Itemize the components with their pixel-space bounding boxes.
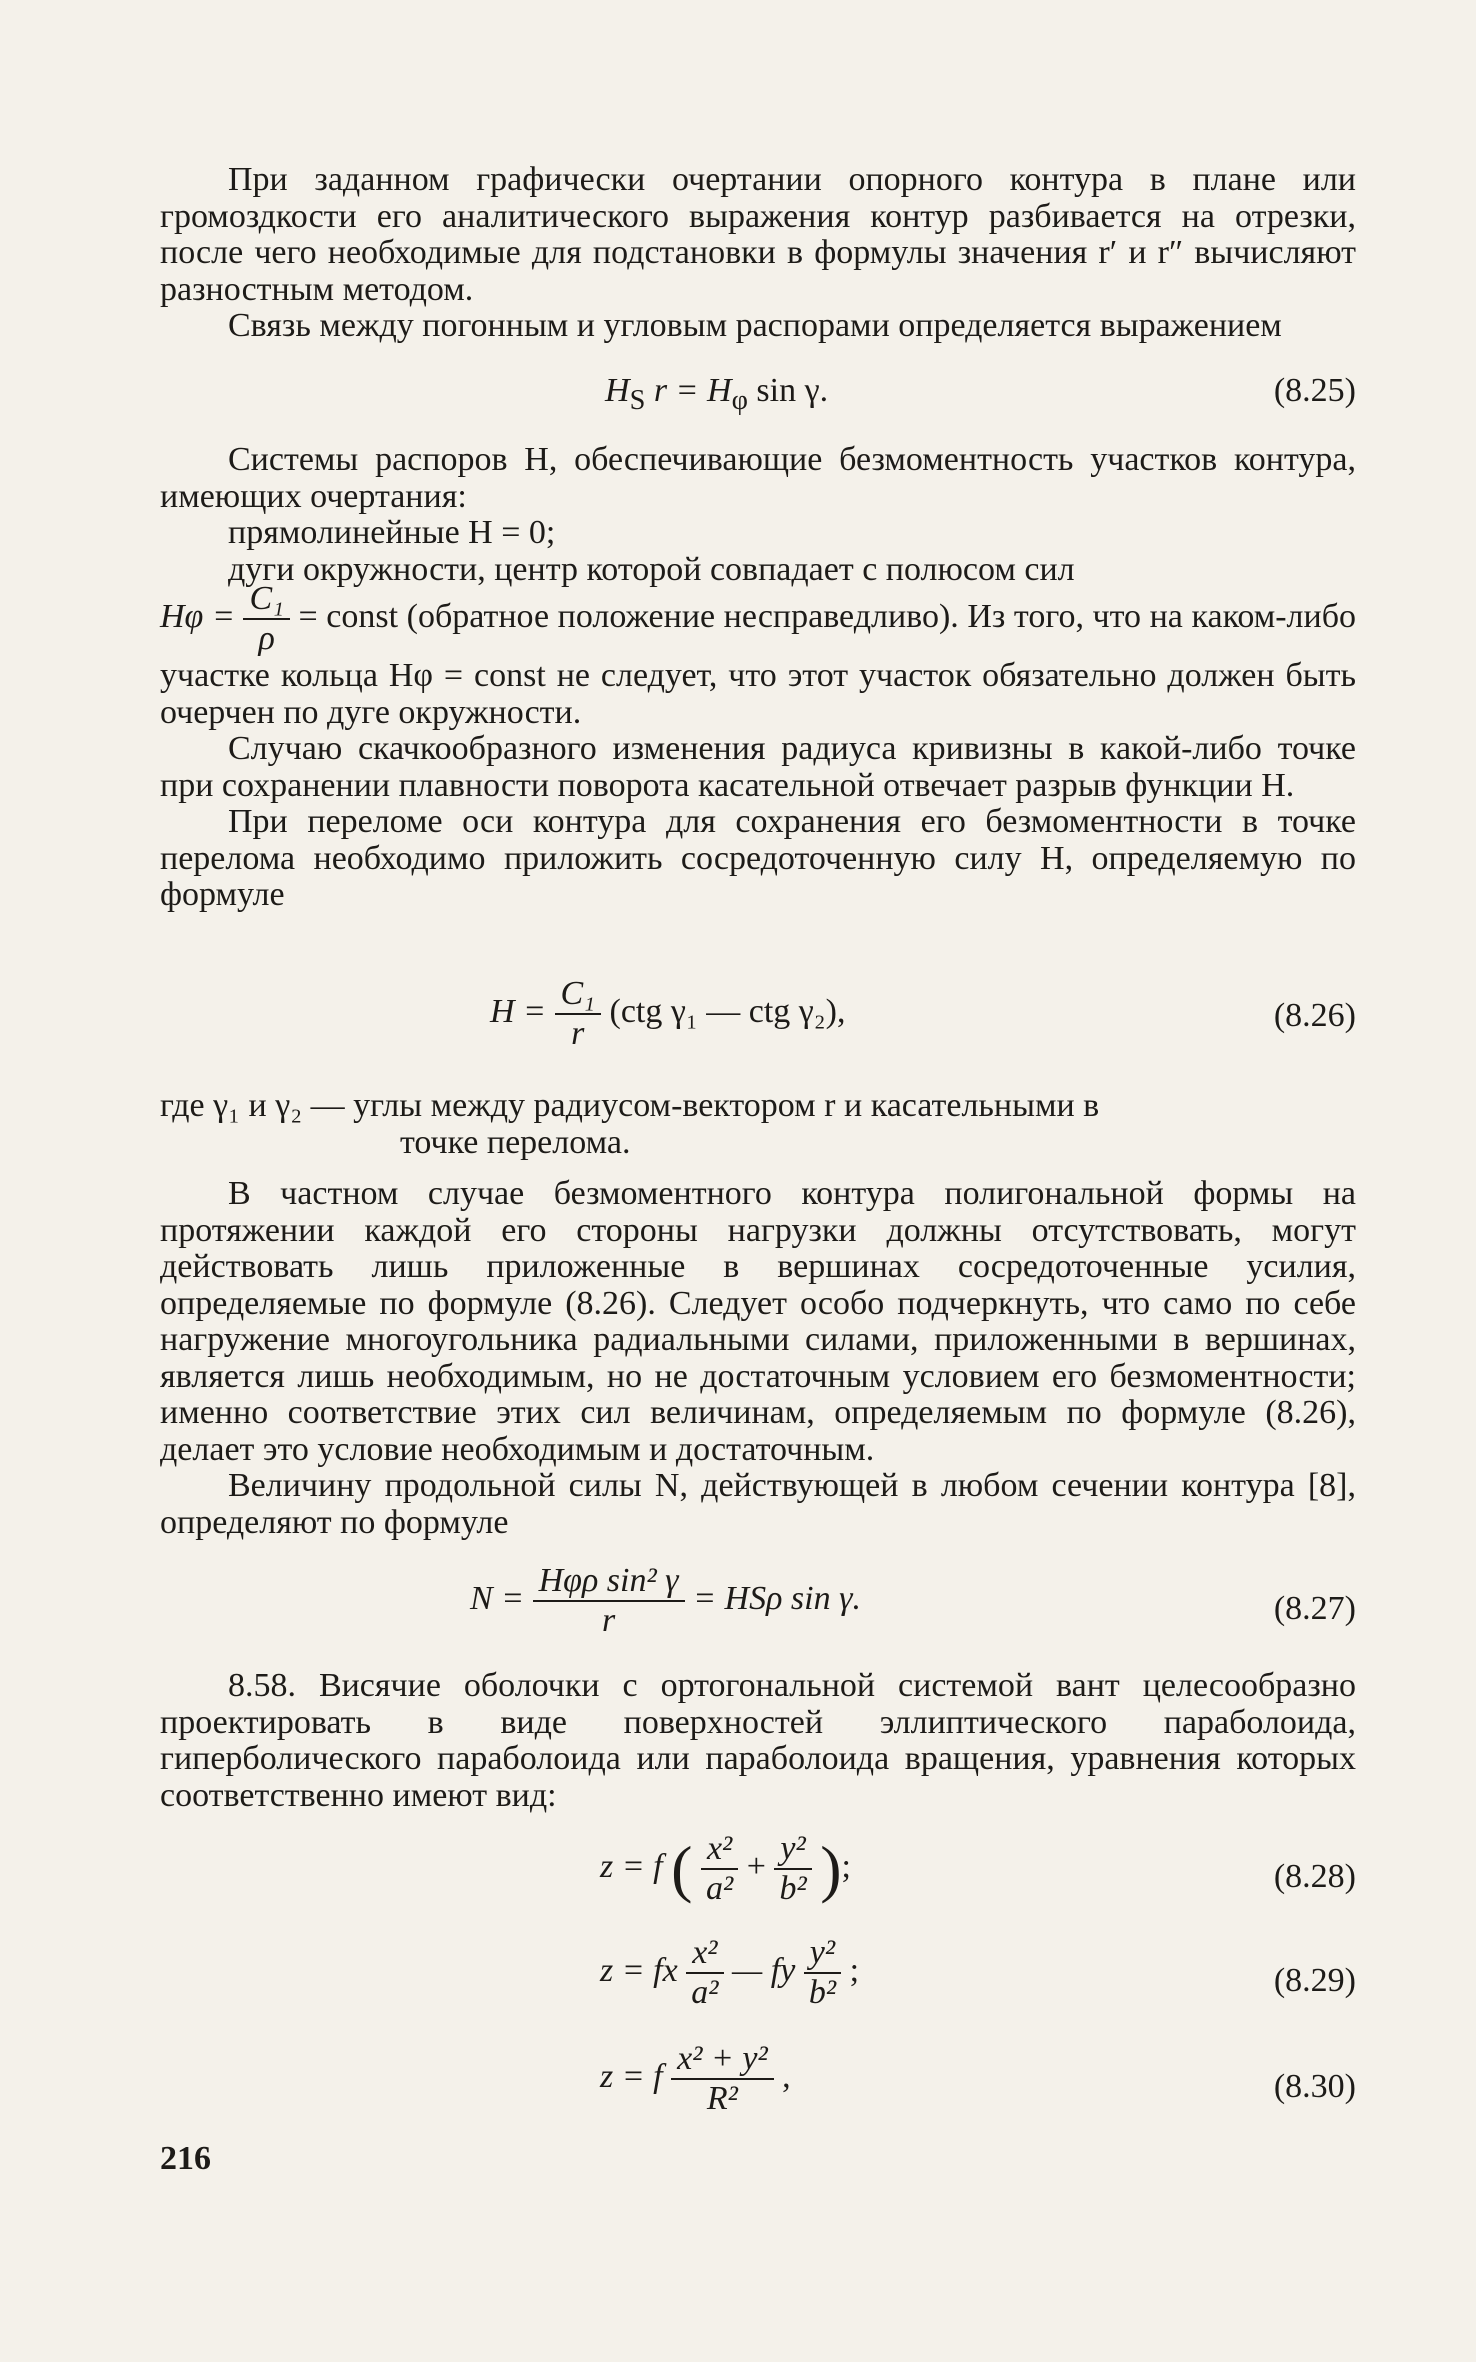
equation-8-29 bbox=[160, 1934, 1356, 2024]
page-number: 216 bbox=[160, 2140, 211, 2177]
eq-8-25-sub-phi: φ bbox=[731, 384, 748, 416]
equation-number-8-28: (8.28) bbox=[1273, 1858, 1356, 1895]
paragraph-6: Случаю скачкообразного изменения радиуса кривизны в какой-либо точке при сохранении плавности поворота касательной отвечает разрыв функции H. bbox=[160, 730, 1356, 804]
eq-8-28-operator: + bbox=[746, 1847, 766, 1885]
eq-hphi-denominator: ρ bbox=[258, 620, 275, 657]
paragraph-4: прямолинейные H = 0; bbox=[228, 514, 556, 551]
equation-number-8-30: (8.30) bbox=[1273, 2068, 1356, 2105]
paragraph-5a: дуги окружности, центр которой совпадает с полюсом сил bbox=[228, 550, 1075, 588]
text-block-2 bbox=[160, 442, 1356, 588]
paragraph-1: При заданном графически очертании опорного контура в плане или громоздкости его аналитического выражения контур разбивается на отрезки, после чего необходимые для подстановки в формулы значения r′ и r″ вычисляют разностным методом. bbox=[160, 161, 1356, 308]
paragraph-8b: точке перелома. bbox=[400, 1123, 631, 1161]
eq-hphi-numerator: C₁ bbox=[243, 580, 290, 620]
text-block-6 bbox=[160, 1668, 1356, 1814]
equation-8-28 bbox=[160, 1830, 1356, 1920]
eq-8-28-fraction-1 bbox=[701, 1830, 738, 1908]
eq-8-28-lhs: z = f bbox=[600, 1847, 663, 1885]
eq-8-30-denominator: R² bbox=[706, 2080, 738, 2117]
eq-hphi-lhs: Hφ = bbox=[160, 597, 235, 635]
eq-8-26-fraction bbox=[555, 975, 602, 1053]
eq-8-30-numerator: x² + y² bbox=[671, 2040, 774, 2080]
eq-8-29-operator: — fy bbox=[732, 1951, 796, 1989]
equation-hphi bbox=[160, 580, 407, 657]
equation-number-8-26: (8.26) bbox=[1273, 997, 1356, 1034]
eq-8-29-numerator-1: x² bbox=[686, 1934, 723, 1974]
equation-8-26 bbox=[160, 975, 1356, 1065]
text-block-5 bbox=[160, 1176, 1356, 1541]
eq-8-28-rhs: ; bbox=[841, 1847, 851, 1885]
text-block-4 bbox=[160, 1088, 1356, 1161]
equation-8-27 bbox=[160, 1562, 1356, 1652]
eq-8-29-fraction-2 bbox=[804, 1934, 841, 2012]
eq-8-30-lhs: z = f bbox=[600, 2057, 663, 2095]
text-block-1 bbox=[160, 162, 1356, 345]
eq-8-26-lhs: H = bbox=[490, 992, 546, 1030]
eq-hphi-fraction bbox=[243, 580, 290, 658]
eq-8-26-rhs: (ctg γ₁ — ctg γ₂), bbox=[609, 992, 846, 1030]
eq-8-29-lhs: z = fx bbox=[600, 1951, 678, 1989]
eq-8-26-denominator: r bbox=[571, 1015, 585, 1052]
paragraph-10: Величину продольной силы N, действующей в любом сечении контура [8], определяют по формуле bbox=[160, 1467, 1356, 1541]
eq-8-28-numerator-1: x² bbox=[701, 1830, 738, 1870]
equation-number-8-25: (8.25) bbox=[1273, 372, 1356, 409]
eq-8-27-lhs: N = bbox=[470, 1579, 525, 1617]
eq-8-29-numerator-2: y² bbox=[804, 1934, 841, 1974]
eq-8-30-fraction bbox=[671, 2040, 774, 2118]
paragraph-11: 8.58. Висячие оболочки с ортогональной системой вант целесообразно проектировать в виде поверхностей эллиптического параболоида, гиперболического параболоида или параболоида вращения, уравнения которых соответственно имеют вид: bbox=[160, 1667, 1356, 1814]
eq-8-27-numerator: Hφρ sin² γ bbox=[533, 1562, 685, 1602]
eq-8-28-numerator-2: y² bbox=[774, 1830, 811, 1870]
eq-8-29-denominator-2: b² bbox=[808, 1974, 837, 2011]
eq-8-27-denominator: r bbox=[601, 1602, 616, 1639]
paragraph-3: Системы распоров H, обеспечивающие безмоментность участков контура, имеющих очертания: bbox=[160, 441, 1356, 515]
eq-8-28-right-paren: ) bbox=[820, 1833, 842, 1904]
eq-8-28-fraction-2 bbox=[774, 1830, 811, 1908]
eq-8-27-fraction bbox=[533, 1562, 685, 1640]
equation-8-30 bbox=[160, 2040, 1356, 2130]
eq-8-30-rhs: , bbox=[782, 2057, 791, 2095]
equation-number-8-27: (8.27) bbox=[1273, 1590, 1356, 1627]
paragraph-9: В частном случае безмоментного контура полигональной формы на протяжении каждой его стороны нагрузки должны отсутствовать, могут действовать лишь приложенные в вершинах сосредоточенные усилия, определяемые по формуле (8.26). Следует особо подчеркнуть, что само по себе нагружение многоугольника радиальными силами, приложенными в вершинах, является лишь необходимым, но не достаточным условием его безмоментности; именно соответствие этих сил величинам, определяемым по формуле (8.26), делает это условие необходимым и достаточным. bbox=[160, 1175, 1356, 1468]
eq-8-25-mid: r = H bbox=[653, 372, 732, 409]
eq-8-25-rhs: sin γ. bbox=[756, 372, 829, 409]
eq-8-29-rhs: ; bbox=[849, 1951, 860, 1989]
eq-hphi-rhs: = const bbox=[298, 597, 399, 635]
eq-8-28-denominator-2: b² bbox=[779, 1870, 807, 1907]
eq-8-26-numerator: C₁ bbox=[555, 975, 602, 1015]
eq-8-25-sub-s: S bbox=[629, 384, 646, 416]
paragraph-5b-text: (обратное положение несправедливо). Из того, что на каком-либо участке кольца Hφ = const не следует, что этот участок обязательно должен быть очерчен по дуге окружности. bbox=[160, 597, 1357, 731]
eq-8-28-left-paren: ( bbox=[671, 1833, 693, 1904]
eq-8-29-denominator-1: a² bbox=[691, 1974, 719, 2011]
paragraph-2: Связь между погонным и угловым распорами определяется выражением bbox=[228, 307, 1282, 344]
eq-8-28-denominator-1: a² bbox=[705, 1870, 734, 1907]
eq-8-27-rhs: = HSρ sin γ. bbox=[693, 1579, 861, 1617]
text-block-3 bbox=[160, 580, 1356, 914]
eq-8-29-fraction-1 bbox=[686, 1934, 723, 2012]
equation-number-8-29: (8.29) bbox=[1273, 1962, 1356, 1999]
paragraph-8a: где γ₁ и γ₂ — углы между радиусом-вектором r и касательными в bbox=[160, 1087, 1100, 1124]
eq-8-25-lhs: H bbox=[605, 372, 630, 409]
paragraph-5b bbox=[160, 580, 1356, 731]
paragraph-7: При переломе оси контура для сохранения его безмоментности в точке перелома необходимо приложить сосредоточенную силу H, определяемую по формуле bbox=[160, 803, 1356, 913]
equation-8-25 bbox=[160, 372, 1356, 422]
